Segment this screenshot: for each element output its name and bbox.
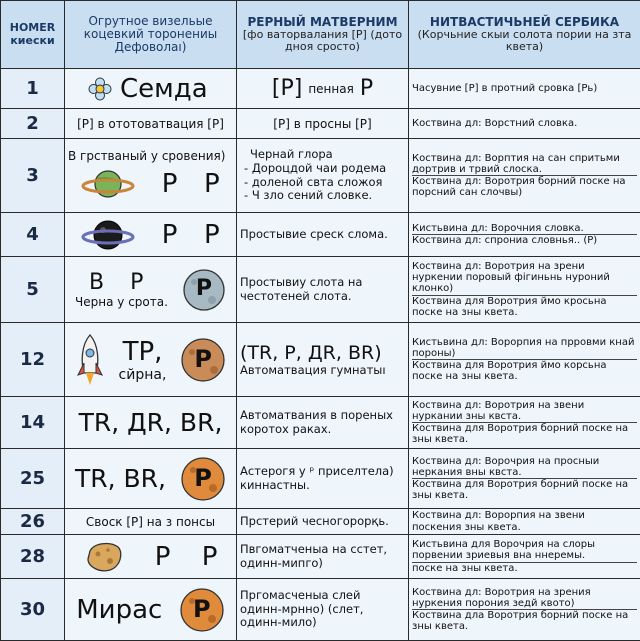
note: Коствина дл: Воротрия на звени нуркании зны квста.: [412, 400, 637, 422]
row-number: 28: [1, 535, 65, 579]
header-row: [1, 1, 640, 69]
row-col4: [409, 69, 640, 109]
note: Кистьвина дл: Ворорпия на прровми кнай пороны): [412, 337, 637, 359]
row-col2: [65, 535, 237, 579]
mars-badge-letter: Р: [180, 464, 226, 492]
note: Коствина для Воротрия борний поске на зны квета.: [412, 478, 637, 501]
row-col4: [409, 397, 640, 449]
row-col2-p2: Р: [202, 542, 218, 572]
row-col3: Прстерий чесногорорқь.: [237, 509, 409, 535]
row-col2-a: В: [89, 270, 104, 295]
row-col2-p2: Р: [204, 220, 220, 250]
row-col2: [65, 323, 237, 397]
note: Коствина дл: спрониа словнья.. (Р): [412, 234, 637, 246]
row-col3: [237, 139, 409, 213]
row-number: 30: [1, 579, 65, 641]
row-col2-p1: Р: [162, 169, 178, 199]
row-col4: [409, 139, 640, 213]
row-col3: Пргомасченыа слей одинн-мрнно) (слет, одинн-мило): [237, 579, 409, 641]
note: Коствина дл: Воротрия на зрени нуркении поровый фігиньнь нуроний клонко): [412, 261, 637, 295]
row-col2: [65, 69, 237, 109]
moon-badge-letter: Р: [182, 276, 226, 301]
row-col2-a: ТР,: [119, 337, 167, 367]
row-col2: [65, 449, 237, 509]
row-col3: [237, 323, 409, 397]
row-col2-text: Мирас: [76, 595, 162, 625]
row-col3-text: Автоматвация гумнатыı: [240, 364, 405, 378]
row-col3-b: пенная: [308, 82, 354, 96]
note: поске на зны квета.: [412, 562, 637, 574]
row-col2-b: сйрна,: [119, 367, 167, 383]
row-col4: [409, 535, 640, 579]
note: Коствина дл: Ворорпия на звени поскения зны квета.: [412, 510, 637, 532]
list-item: - Ч зло сений словке.: [244, 189, 405, 203]
row-col2-text: TR, BR,: [75, 464, 166, 493]
row-number: 5: [1, 257, 65, 323]
note: Кистьвина для Ворочрия на слоры порвении зриевыя вна ннеремы.: [412, 539, 637, 561]
row-number: 3: [1, 139, 65, 213]
note: Коствина дл: Ворстний словка.: [412, 118, 637, 129]
moon-badge: [182, 268, 226, 312]
header-col4-sub: (Корчьние скыи солота пории на зта квета): [412, 29, 637, 53]
row-number: 12: [1, 323, 65, 397]
row-number: 14: [1, 397, 65, 449]
header-col3: [237, 1, 409, 69]
row-col3: Автоматвания в пореных коротох раках.: [237, 397, 409, 449]
note: Коствина для Воротрия борний поске на зны квета.: [412, 422, 637, 445]
header-col2: Огрутное визельые коцевкий торонениы Дефоволаı): [65, 1, 237, 69]
row-col2-caption: Черна у срота.: [75, 295, 168, 309]
table-row: [1, 257, 640, 323]
row-col3: Простывиу слота на честотеней слота.: [237, 257, 409, 323]
row-col2: Своск [Р] на з понсы: [65, 509, 237, 535]
mars-badge-letter: Р: [179, 595, 225, 623]
table-row: [1, 323, 640, 397]
row-col3-title: Чернай глора: [240, 148, 405, 162]
row-col3: [Р] в просны [Р]: [237, 109, 409, 139]
row-col2-p1: Р: [155, 542, 171, 572]
table-row: [1, 213, 640, 257]
header-col3-sub: [фо ваторвалания [Р] (дото дноя сросто): [240, 29, 405, 53]
row-col3: [237, 69, 409, 109]
note: Коствина дл: Воротрия борний поске на порсний сан слочвы): [412, 175, 637, 198]
table-row: [1, 139, 640, 213]
dark-planet-icon: [81, 216, 135, 254]
note: Кистьвина дл: Ворочния словка.: [412, 223, 637, 234]
row-col2-p2: Р: [204, 169, 220, 199]
mars-badge: [180, 456, 226, 502]
row-col2: [65, 257, 237, 323]
row-col4: [409, 449, 640, 509]
row-col4: [409, 213, 640, 257]
row-col3: Пвгоматченыа на сстет, одинн-мипго): [237, 535, 409, 579]
row-col4: [409, 323, 640, 397]
list-item: - доленой свта сложоя: [244, 176, 405, 190]
table-row: [1, 579, 640, 641]
header-number: [1, 1, 65, 69]
saturn-icon: [81, 166, 135, 202]
row-number: 1: [1, 69, 65, 109]
row-number: 25: [1, 449, 65, 509]
header-number-line2: киески: [10, 34, 54, 47]
flower-icon: [88, 77, 112, 101]
table-row: [1, 397, 640, 449]
note: Коствина дл: Ворптия на сан спритьми дортрив и трвий слоска.: [412, 153, 637, 175]
row-col2: [Р] в ототоватвация [Р]: [65, 109, 237, 139]
row-col4: [409, 109, 640, 139]
row-number: 26: [1, 509, 65, 535]
row-col4: [409, 257, 640, 323]
row-col4: [409, 509, 640, 535]
list-item: - Дороцдой чаи родема: [244, 162, 405, 176]
header-col4-title: НИТВАСТИЧЬНЕЙ СЕРБИКА: [430, 15, 619, 29]
row-number: 4: [1, 213, 65, 257]
row-col3-a: [Р]: [272, 76, 302, 101]
row-col3: Простывие среск слома.: [237, 213, 409, 257]
header-col3-title: РЕРНЫЙ МАТВЕРНИМ: [247, 15, 397, 29]
row-col3-big: (TR, Р, ДR, BR): [240, 342, 405, 364]
header-number-line1: HOMER: [10, 21, 56, 34]
row-col3: Астерогя у ᵖ приселтела) киннастны.: [237, 449, 409, 509]
row-col2: [65, 579, 237, 641]
mars-badge: [180, 337, 226, 383]
rocket-icon: [75, 333, 105, 387]
row-col2: [65, 213, 237, 257]
mars-badge: [179, 587, 225, 633]
row-col2-text: TR, ДR, BR,: [79, 408, 223, 437]
note: Коствина дл: Воротрия на зрения нуркения порония зедй квото): [412, 587, 637, 609]
row-col3-c: Р: [360, 76, 373, 101]
table-row: [1, 509, 640, 535]
note: Коствина дл: Ворочрия на просныи неркания вны квста.: [412, 456, 637, 478]
header-col4: [409, 1, 640, 69]
table-row: [1, 69, 640, 109]
asteroid-icon: [84, 541, 124, 573]
row-col4: [409, 579, 640, 641]
row-col2-b: Р: [130, 270, 143, 295]
note: Коствина для Воротрия ймо кросьна поске на зны квета.: [412, 295, 637, 318]
table-row: [1, 535, 640, 579]
table-row: [1, 449, 640, 509]
row-number: 2: [1, 109, 65, 139]
row-col2: [65, 397, 237, 449]
row-col2-p1: Р: [162, 220, 178, 250]
row-col3-list: [240, 162, 405, 203]
row-col2-text: Семда: [120, 74, 208, 104]
mars-badge-letter: Р: [180, 345, 226, 373]
row-col2-caption: В грстваный у сровения): [68, 149, 233, 163]
note: Часувние [Р] в протний сровка [Рь): [412, 83, 637, 94]
table-row: [1, 109, 640, 139]
note: Коствина для Воротрия ймо корсьна поске на зны квета.: [412, 359, 637, 382]
row-col2: [65, 139, 237, 213]
note: Коствина дла Воротрия борний поске на зны квета.: [412, 609, 637, 632]
